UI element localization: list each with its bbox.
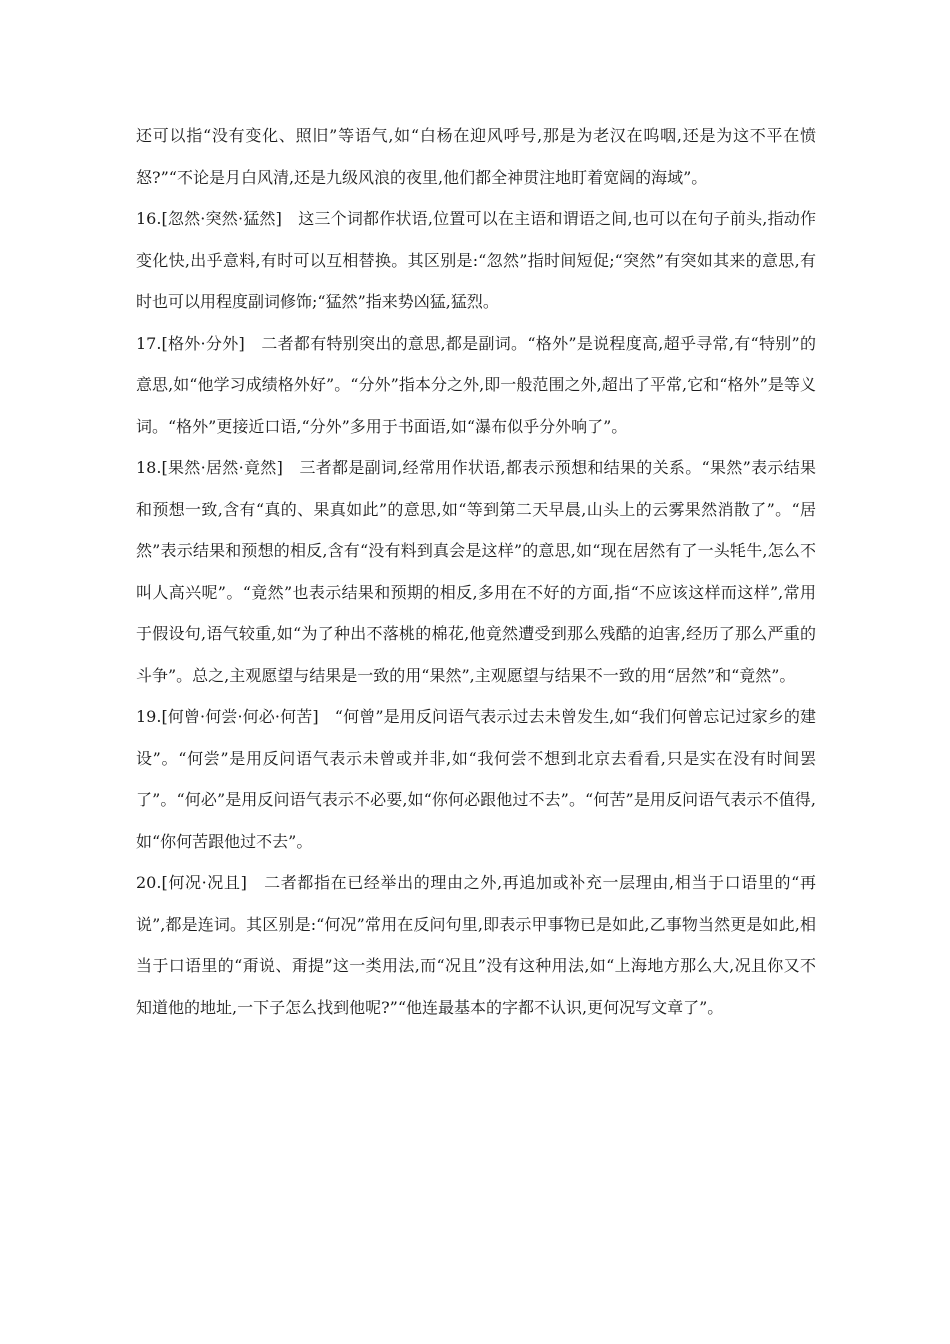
paragraph-continuation: 还可以指“没有变化、照旧”等语气,如“白杨在迎风呼号,那是为老汉在呜咽,还是为这不平在愤怒?”“不论是月白风清,还是九级风浪的夜里,他们都全神贯注地盯着宽阔的海域”。 — [136, 126, 816, 187]
paragraph-item-19: 19.[何曾·何尝·何必·何苦] “何曾”是用反问语气表示过去未曾发生,如“我们何曾忘记过家乡的建设”。“何尝”是用反问语气表示未曾或并非,如“我何尝不想到北京去看看,只是实在没有时间罢了”。“何必”是用反问语气表示不必要,如“你何必跟他过不去”。“何苦”是用反问语气表示不值得,如“你何苦跟他过不去”。 — [136, 707, 816, 851]
paragraph-item-17: 17.[格外·分外] 二者都有特别突出的意思,都是副词。“格外”是说程度高,超乎寻常,有“特别”的意思,如“他学习成绩格外好”。“分外”指本分之外,即一般范围之外,超出了平常,它和“格外”是等义词。“格外”更接近口语,“分外”多用于书面语,如“瀑布似乎分外响了”。 — [136, 333, 816, 436]
paragraph-item-16: 16.[忽然·突然·猛然] 这三个词都作状语,位置可以在主语和谓语之间,也可以在句子前头,指动作变化快,出乎意料,有时可以互相替换。其区别是:“忽然”指时间短促;“突然”有突如其来的意思,有时也可以用程度副词修饰;“猛然”指来势凶猛,猛烈。 — [136, 209, 816, 311]
document-body — [136, 115, 816, 1028]
paragraph-item-18: 18.[果然·居然·竟然] 三者都是副词,经常用作状语,都表示预想和结果的关系。“果然”表示结果和预想一致,含有“真的、果真如此”的意思,如“等到第二天早晨,山头上的云雾果然消散了”。“居然”表示结果和预想的相反,含有“没有料到真会是这样”的意思,如“现在居然有了一头牦牛,怎么不叫人高兴呢”。“竟然”也表示结果和预期的相反,多用在不好的方面,指“不应该这样而这样”,常用于假设句,语气较重,如“为了种出不落桃的棉花,他竟然遭受到那么残酷的迫害,经历了那么严重的斗争”。总之,主观愿望与结果是一致的用“果然”,主观愿望与结果不一致的用“居然”和“竟然”。 — [136, 458, 816, 685]
paragraph-item-20: 20.[何况·况且] 二者都指在已经举出的理由之外,再追加或补充一层理由,相当于口语里的“再说”,都是连词。其区别是:“何况”常用在反问句里,即表示甲事物已是如此,乙事物当然更是如此,相当于口语里的“甭说、甭提”这一类用法,而“况且”没有这种用法,如“上海地方那么大,况且你又不知道他的地址,一下子怎么找到他呢?”“他连最基本的字都不认识,更何况写文章了”。 — [136, 873, 816, 1017]
